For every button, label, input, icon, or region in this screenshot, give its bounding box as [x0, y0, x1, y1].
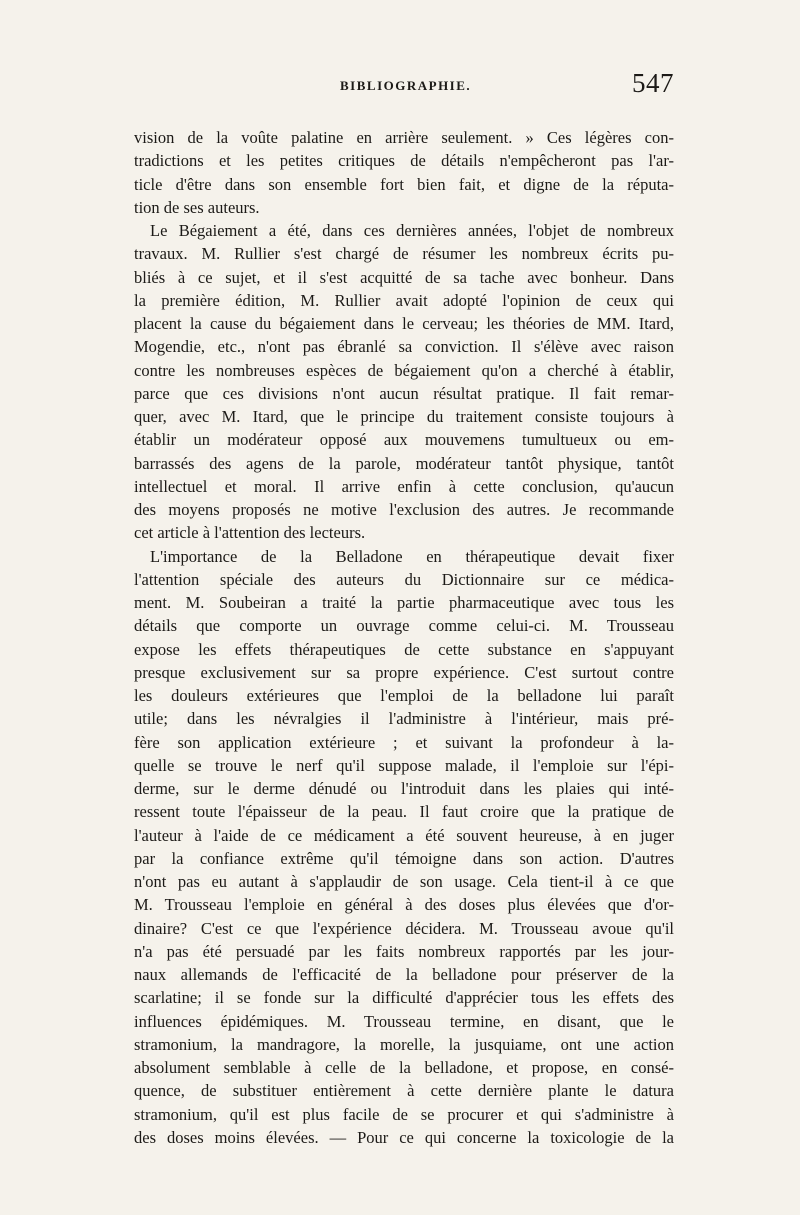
- text-line: placent la cause du bégaiement dans le cerveau; les théories de MM. Itard,: [134, 314, 674, 333]
- text-line: dinaire? C'est ce que l'expérience décidera. M. Trousseau avoue qu'il: [134, 918, 674, 938]
- running-head: BIBLIOGRAPHIE.: [340, 78, 472, 93]
- text-line: travaux. M. Rullier s'est chargé de résumer les nombreux écrits pu-: [134, 244, 674, 264]
- text-line: stramonium, la mandragore, la morelle, la jusquiame, ont une action: [134, 1034, 674, 1054]
- text-line: expose les effets thérapeutiques de cette substance en s'appuyant: [134, 639, 674, 659]
- text-line: l'attention spéciale des auteurs du Dictionnaire sur ce médica-: [134, 569, 674, 589]
- text-line: derme, sur le derme dénudé ou l'introduit dans les plaies qui inté-: [134, 779, 674, 798]
- text-line: utile; dans les névralgies il l'administre à l'intérieur, mais pré-: [134, 709, 674, 729]
- text-line: Le Bégaiement a été, dans ces dernières années, l'objet de nombreux: [150, 221, 674, 240]
- text-line: l'auteur à l'aide de ce médicament a été souvent heureuse, à en juger: [134, 825, 674, 845]
- text-line: quelle se trouve le nerf qu'il suppose malade, il l'emploie sur l'épi-: [134, 755, 674, 775]
- text-line: établir un modérateur opposé aux mouvemens tumultueux ou em-: [134, 430, 674, 450]
- text-line: Mogendie, etc., n'ont pas ébranlé sa conviction. Il s'élève avec raison: [134, 337, 674, 357]
- text-line: absolument semblable à celle de la belladone, et propose, en consé-: [134, 1058, 674, 1077]
- text-line: détails que comporte un ouvrage comme celui-ci. M. Trousseau: [134, 616, 674, 636]
- text-line: M. Trousseau l'emploie en général à des doses plus élevées que d'or-: [134, 895, 674, 915]
- text-line: n'a pas été persuadé par les faits nombreux rapportés par les jour-: [134, 941, 674, 961]
- text-line: intellectuel et moral. Il arrive enfin à cette conclusion, qu'aucun: [134, 476, 674, 496]
- text-line: stramonium, qu'il est plus facile de se procurer et qui s'administre à: [134, 1104, 674, 1124]
- text-line: presque exclusivement sur sa propre expérience. C'est surtout contre: [134, 662, 674, 682]
- text-line: bliés à ce sujet, et il s'est acquitté de sa tache avec bonheur. Dans: [134, 267, 674, 287]
- text-line: tion de ses auteurs.: [134, 197, 260, 217]
- text-line: parce que ces divisions n'ont aucun résultat pratique. Il fait remar-: [134, 383, 674, 403]
- text-line: barrassés des agens de la parole, modérateur tantôt physique, tantôt: [134, 453, 674, 473]
- text-line: L'importance de la Belladone en thérapeutique devait fixer: [150, 546, 674, 566]
- text-line: tradictions et les petites critiques de détails n'empêcheront pas l'ar-: [134, 151, 674, 171]
- text-line: scarlatine; il se fonde sur la difficulté d'apprécier tous les effets des: [134, 988, 674, 1008]
- text-line: contre les nombreuses espèces de bégaiement qu'on a cherché à établir,: [134, 360, 674, 380]
- body-text: [134, 126, 674, 1149]
- text-line: la première édition, M. Rullier avait adopté l'opinion de ceux qui: [134, 290, 674, 310]
- text-line: vision de la voûte palatine en arrière seulement. » Ces légères con-: [134, 128, 674, 147]
- text-line: des doses moins élevées. — Pour ce qui concerne la toxicologie de la: [134, 1127, 674, 1147]
- page-header: [134, 66, 674, 106]
- text-line: ment. M. Soubeiran a traité la partie pharmaceutique avec tous les: [134, 593, 674, 612]
- text-line: cet article à l'attention des lecteurs.: [134, 523, 366, 543]
- text-line: quer, avec M. Itard, que le principe du traitement consiste toujours à: [134, 407, 674, 426]
- text-line: par la confiance extrême qu'il témoigne dans son action. D'autres: [134, 848, 674, 868]
- page-number: 547: [632, 68, 674, 98]
- text-line: des moyens proposés ne motive l'exclusion des autres. Je recommande: [134, 500, 674, 519]
- text-line: influences épidémiques. M. Trousseau termine, en disant, que le: [134, 1011, 674, 1031]
- text-line: n'ont pas eu autant à s'applaudir de son usage. Cela tient-il à ce que: [134, 872, 674, 891]
- text-line: ticle d'être dans son ensemble fort bien fait, et digne de la réputa-: [134, 174, 674, 194]
- text-line: quence, de substituer entièrement à cette dernière plante le datura: [134, 1081, 674, 1101]
- text-line: naux allemands de l'efficacité de la belladone pour préserver de la: [134, 965, 674, 984]
- text-line: ressent toute l'épaisseur de la peau. Il faut croire que la pratique de: [134, 802, 674, 822]
- text-line: les douleurs extérieures que l'emploi de la belladone lui paraît: [134, 686, 674, 705]
- text-line: fère son application extérieure ; et suivant la profondeur à la-: [134, 732, 674, 752]
